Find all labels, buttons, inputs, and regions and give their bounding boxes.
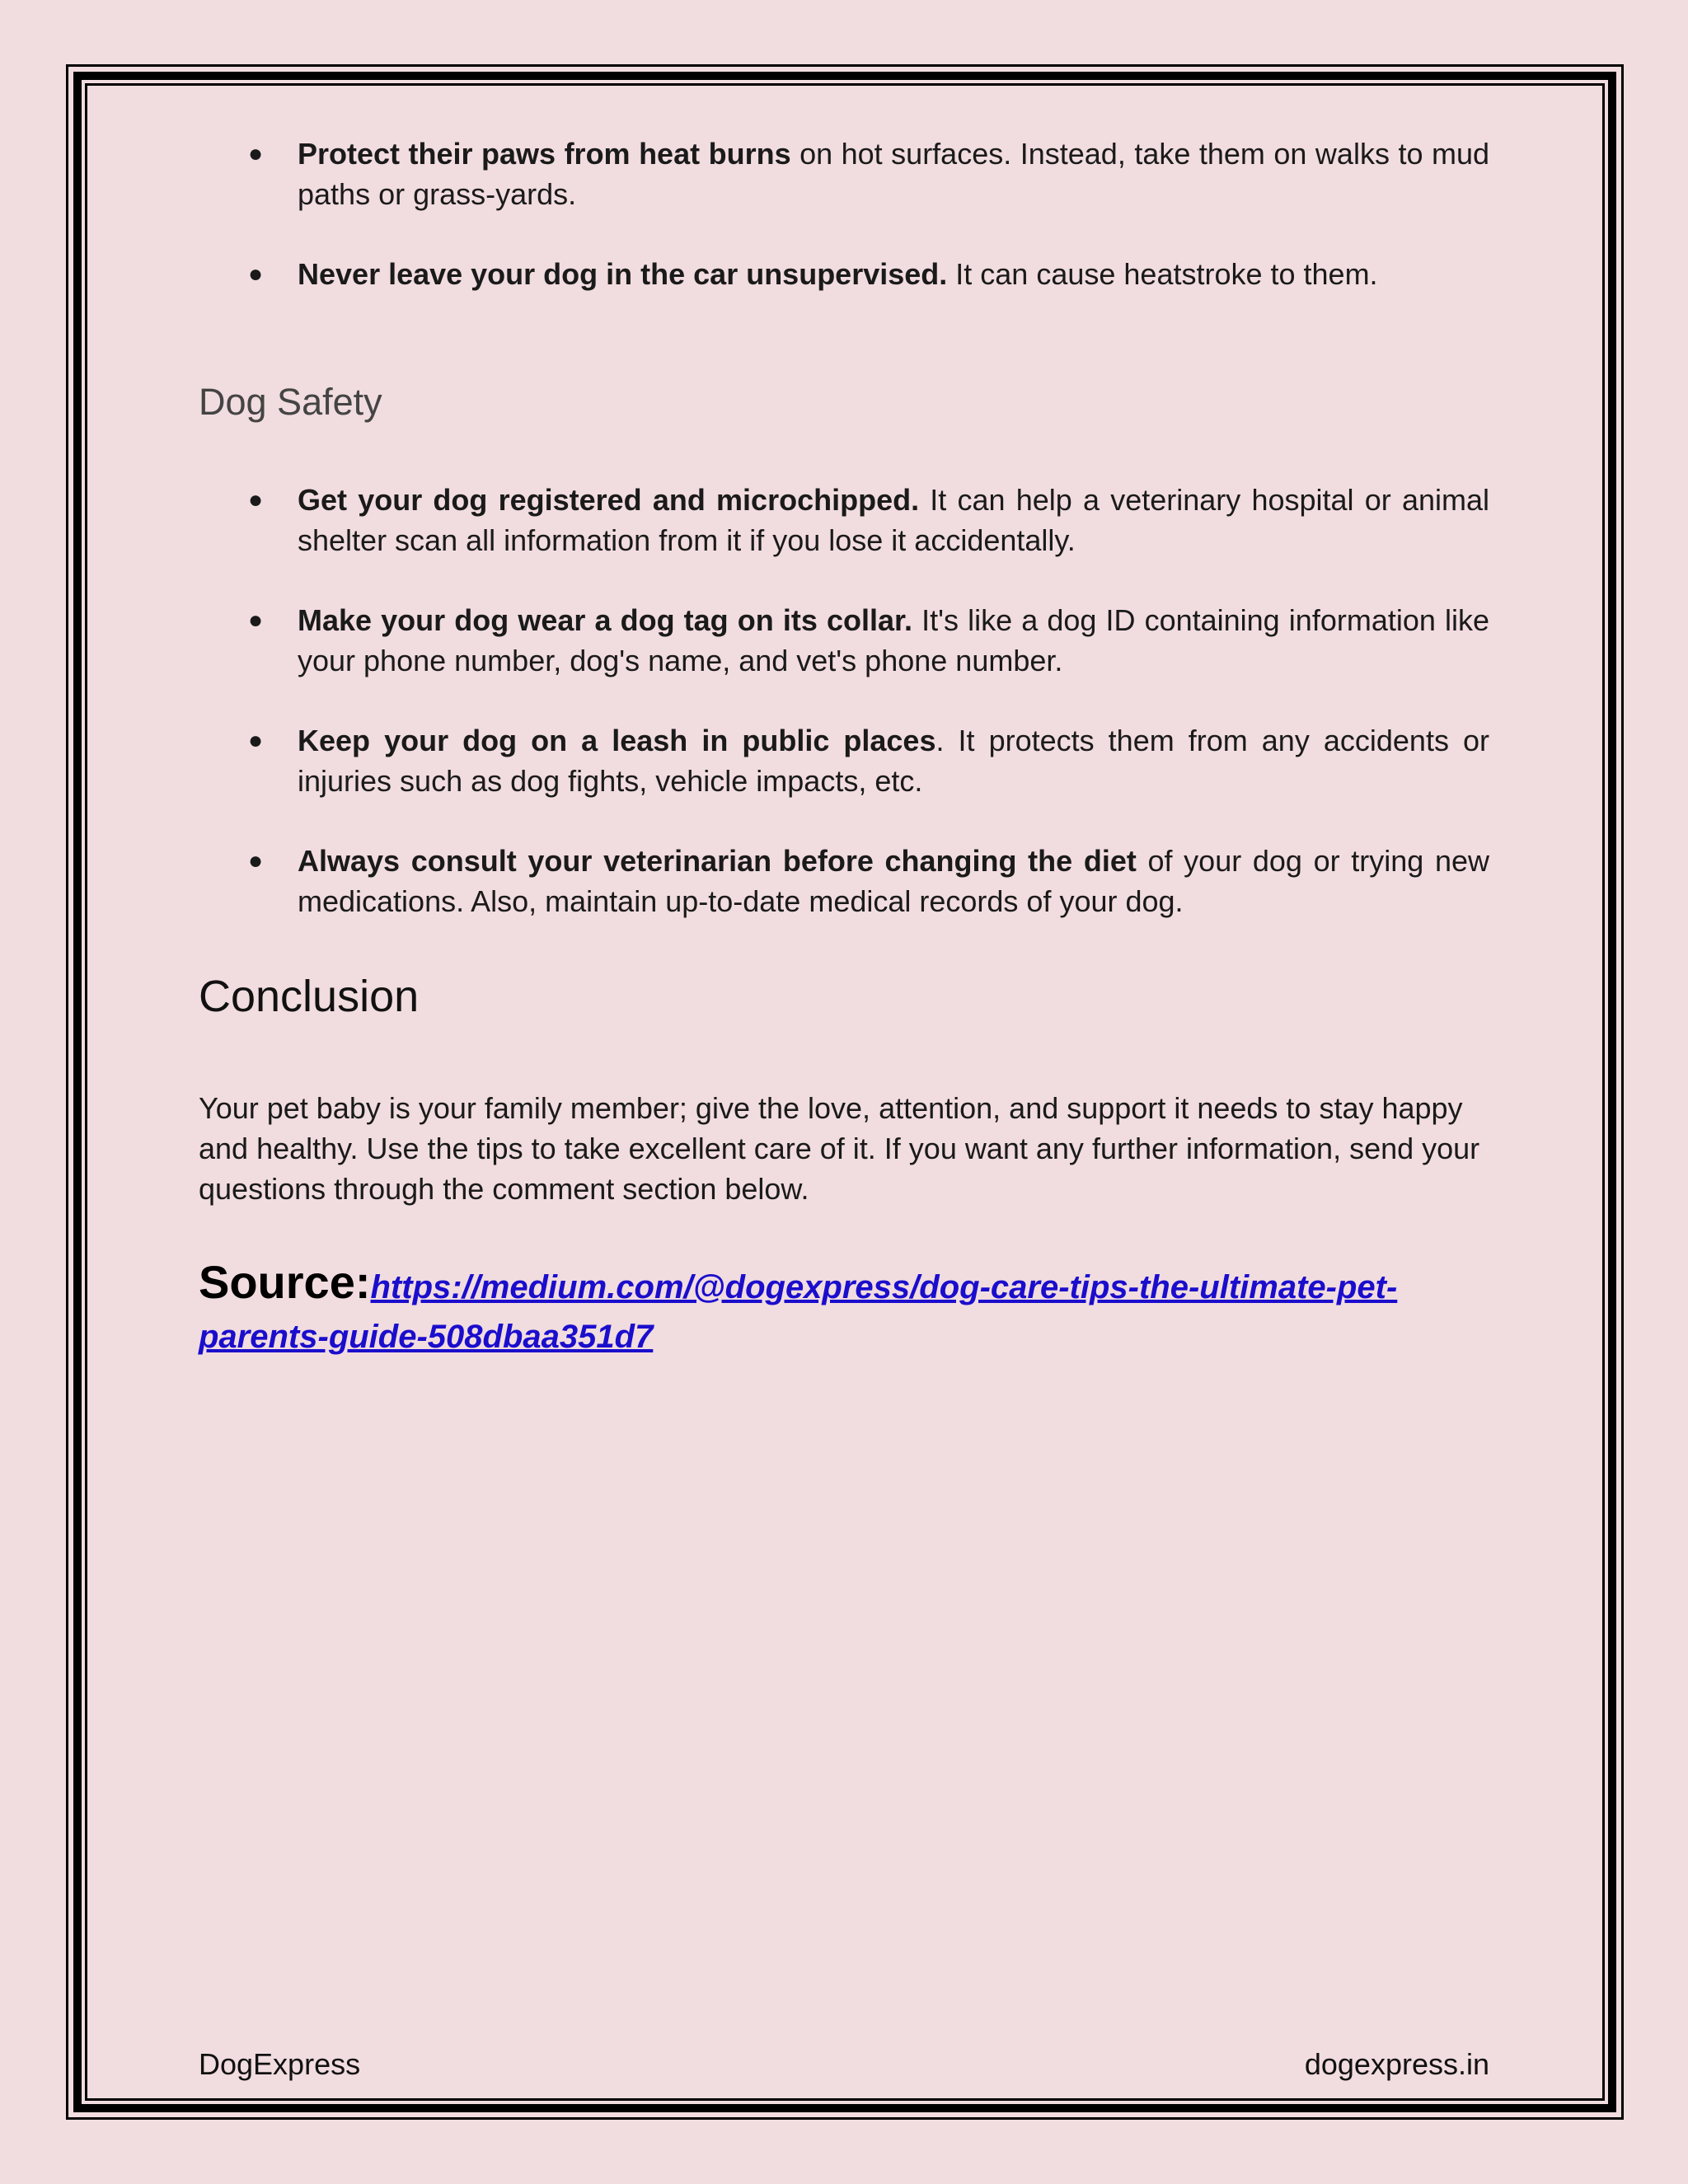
- footer-domain: dogexpress.in: [1304, 2047, 1489, 2081]
- list-item-bold: Make your dog wear a dog tag on its collar.: [298, 603, 913, 637]
- source-label: Source:: [199, 1256, 371, 1308]
- bullet-icon: ●: [248, 847, 264, 874]
- list-item: [199, 600, 1489, 681]
- source-link[interactable]: https://medium.com/@dogexpress/dog-care-tips-the-ultimate-pet-parents-guide-508dbaa351d7: [199, 1269, 1398, 1355]
- list-item-bold: Always consult your veterinarian before changing the diet: [298, 844, 1137, 878]
- list-item: [199, 720, 1489, 801]
- bullet-icon: ●: [248, 607, 264, 634]
- list-item-text: on hot surfaces. Instead, take them on walks to mud paths or grass-yards.: [298, 137, 1490, 211]
- list-item-text: It's like a dog ID containing information like your phone number, dog's name, and vet's phone number.: [298, 603, 1489, 677]
- footer-brand: DogExpress: [199, 2047, 361, 2081]
- summer-tips-list: [199, 134, 1489, 294]
- list-item: [199, 254, 1489, 294]
- list-item-text: . It protects them from any accidents or injuries such as dog fights, vehicle impacts, etc.: [298, 724, 1490, 798]
- bullet-icon: ●: [248, 140, 264, 167]
- list-item: [199, 841, 1489, 921]
- list-item-text: of your dog or trying new medications. Also, maintain up-to-date medical records of your dog.: [298, 844, 1489, 918]
- bullet-icon: ●: [248, 486, 264, 513]
- list-item-text: It can help a veterinary hospital or animal shelter scan all information from it if you lose it accidentally.: [298, 483, 1489, 557]
- bullet-icon: ●: [248, 260, 264, 288]
- bullet-icon: ●: [248, 727, 264, 754]
- section-heading-conclusion: Conclusion: [199, 972, 420, 1021]
- list-item-bold: Get your dog registered and microchipped.: [298, 483, 920, 517]
- source-line: [199, 1258, 1489, 1361]
- list-item-bold: Never leave your dog in the car unsupervised.: [298, 257, 948, 291]
- list-item-text: It can cause heatstroke to them.: [947, 257, 1378, 291]
- list-item-bold: Keep your dog on a leash in public places: [298, 724, 936, 757]
- list-item-bold: Protect their paws from heat burns: [298, 137, 791, 171]
- section-heading-dog-safety: Dog Safety: [199, 381, 382, 423]
- conclusion-paragraph: Your pet baby is your family member; give the love, attention, and support it needs to stay happy and healthy. Use the tips to take excellent care of it. If you want any further information, send your questions through the comment section below.: [199, 1091, 1480, 1206]
- list-item: [199, 134, 1489, 214]
- list-item: [199, 480, 1489, 560]
- dog-safety-list: [199, 480, 1489, 921]
